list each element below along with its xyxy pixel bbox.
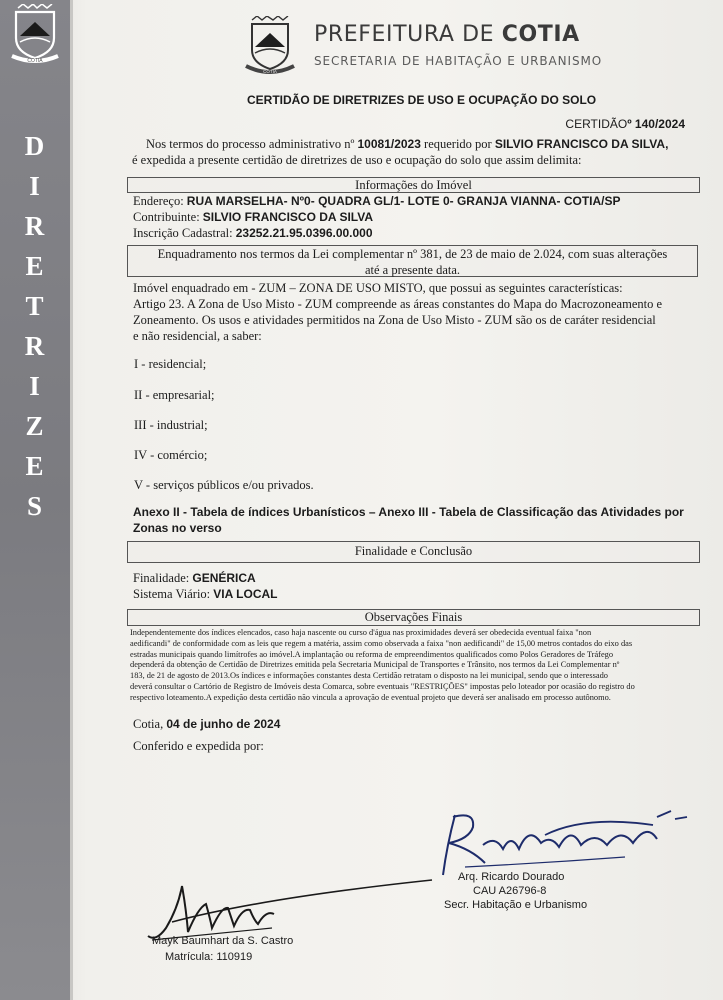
vertical-letter: I: [29, 171, 41, 201]
registration-label: Inscrição Cadastral:: [133, 226, 236, 240]
document-title: CERTIDÃO DE DIRETRIZES DE USO E OCUPAÇÃO DO SOLO: [247, 93, 597, 107]
requester-name: SILVIO FRANCISCO DA SILVA,: [494, 137, 669, 151]
annex-line-1: Anexo II - Tabela de índices Urbanísticos – Anexo III - Tabela de Classificação das Atividades por: [133, 505, 684, 519]
closing-place: Cotia,: [133, 717, 167, 731]
registration-row: [133, 225, 703, 241]
header-title: [314, 22, 580, 47]
purpose-label: Finalidade:: [133, 571, 193, 585]
vertical-letter: R: [24, 331, 46, 361]
header-subtitle: SECRETARIA DE HABITAÇÃO E URBANISMO: [314, 54, 603, 68]
sidebar-crest-caption: COTIA: [27, 58, 43, 64]
zoning-line-3: Zoneamento. Os usos e atividades permitidos na Zona de Uso Misto - ZUM são os de caráter residencial: [133, 313, 656, 327]
intro-text-a: Nos termos do processo administrativo nº: [146, 137, 358, 151]
vertical-title: [0, 126, 70, 526]
zoning-paragraph: [133, 280, 705, 344]
signer-right-cau: CAU A26796-8: [473, 885, 547, 897]
closing-date-value: 04 de junho de 2024: [166, 717, 281, 731]
header-crest-caption: COTIA: [263, 69, 277, 74]
list-item: V - serviços públicos e/ou privados.: [134, 478, 314, 492]
property-info-block: [133, 193, 703, 241]
road-system-label: Sistema Viário:: [133, 587, 214, 601]
signer-right-department: Secr. Habitação e Urbanismo: [444, 899, 588, 911]
signature-right-mark: [425, 805, 695, 880]
road-system-value: VIA LOCAL: [213, 587, 278, 601]
taxpayer-row: [133, 209, 703, 225]
process-number: 10081/2023: [357, 137, 421, 151]
property-info-header: Informações do Imóvel: [127, 177, 700, 193]
framework-line-1: Enquadramento nos termos da Lei complementar nº 381, de 23 de maio de 2.024, com suas alterações: [157, 247, 668, 261]
sidebar-band: [0, 0, 70, 1000]
issued-by-label: Conferido e expedida por:: [133, 739, 264, 753]
municipal-crest-icon: [244, 16, 296, 76]
certificate-value: º 140/2024: [627, 117, 685, 131]
vertical-letter: E: [25, 251, 45, 281]
vertical-letter: R: [24, 211, 46, 241]
observation-line: respectivo loteamento.A expedição desta certidão não vincula a aprovação de eventual projeto que deverá ser analisado em processo autônomo.: [130, 692, 611, 702]
vertical-letter: I: [29, 371, 41, 401]
list-item: I - residencial;: [134, 357, 207, 371]
road-system-row: [133, 586, 277, 602]
vertical-letter: S: [26, 491, 44, 521]
observation-line: 183, de 21 de agosto de 2013.Os índices e informações constantes desta Certidão retratam o disposto na lei municipal, sendo que o interessado: [130, 671, 608, 681]
intro-paragraph: [131, 136, 701, 168]
certificate-number: [565, 117, 685, 131]
observation-line: estradas municipais quando limítrofes ao imóvel.A implantação ou reforma de empreendimentos qualificados como Polos Geradores de Tráfego: [130, 649, 614, 659]
framework-box: [127, 245, 698, 277]
observation-line: dependerá da obtenção de Certidão de Diretrizes emitida pela Secretaria Municipal de Transportes e Trânsito, nos termos da Lei Complementar nº: [130, 660, 620, 670]
zoning-line-1: Imóvel enquadrado em - ZUM – ZONA DE USO MISTO, que possui as seguintes características:: [133, 281, 623, 295]
vertical-letter: D: [24, 131, 46, 161]
certificate-label: CERTIDÃO: [565, 117, 628, 131]
closing-date: [133, 716, 280, 732]
observation-line: Independentemente dos índices elencados, caso haja nascente ou curso d'água nas proximidades deverá ser obedecida eventual faixa "non: [130, 628, 592, 637]
annex-line-2: Zonas no verso: [133, 521, 222, 535]
zoning-line-4: e não residencial, a saber:: [133, 329, 262, 343]
taxpayer-label: Contribuinte:: [133, 210, 203, 224]
observation-line: deverá consultar o Cartório de Registro de Imóveis desta Comarca, sobre eventuais "RESTRIÇÕES" impostas pelo loteador por ocasião do registro do: [130, 681, 635, 691]
purpose-row: [133, 570, 277, 586]
list-item: III - industrial;: [134, 418, 208, 432]
signer-left-name: Mayk Baumhart da S. Castro: [152, 935, 294, 947]
address-row: [133, 193, 703, 209]
header-title-city: COTIA: [501, 22, 580, 47]
vertical-letter: E: [25, 451, 45, 481]
address-label: Endereço:: [133, 194, 187, 208]
observations-header: Observações Finais: [127, 609, 700, 626]
purpose-value: GENÉRICA: [192, 571, 256, 585]
vertical-letter: Z: [25, 411, 45, 441]
observation-line: aedificandi" de conformidade com as leis que regem a matéria, assim como observada a faixa "non aedificandi" de 15,00 metros contados do eixo das: [130, 638, 633, 648]
city-crest-icon: [8, 4, 62, 64]
framework-line-2: até a presente data.: [364, 262, 461, 277]
observations-text: [130, 628, 700, 704]
vertical-letter: T: [25, 291, 45, 321]
list-item: IV - comércio;: [134, 448, 208, 462]
list-item: II - empresarial;: [134, 388, 215, 402]
signer-left-matricula: Matrícula: 110919: [165, 951, 253, 963]
purpose-header: Finalidade e Conclusão: [127, 541, 700, 563]
annex-note: [133, 504, 708, 536]
intro-text-b: requerido por: [420, 137, 495, 151]
sidebar-divider: [70, 0, 73, 1000]
registration-value: 23252.21.95.0396.00.000: [235, 226, 373, 240]
address-value: RUA MARSELHA- Nº0- QUADRA GL/1- LOTE 0- GRANJA VIANNA- COTIA/SP: [186, 194, 621, 208]
signer-right-name: Arq. Ricardo Dourado: [458, 871, 565, 883]
header-title-prefix: PREFEITURA DE: [314, 22, 502, 47]
zoning-line-2: Artigo 23. A Zona de Uso Misto - ZUM compreende as áreas constantes do Mapa do Macrozoneamento e: [133, 297, 663, 311]
purpose-block: [133, 570, 277, 602]
taxpayer-value: SILVIO FRANCISCO DA SILVA: [202, 210, 374, 224]
intro-text-c: é expedida a presente certidão de diretrizes de uso e ocupação do solo que assim delimita:: [132, 153, 582, 167]
